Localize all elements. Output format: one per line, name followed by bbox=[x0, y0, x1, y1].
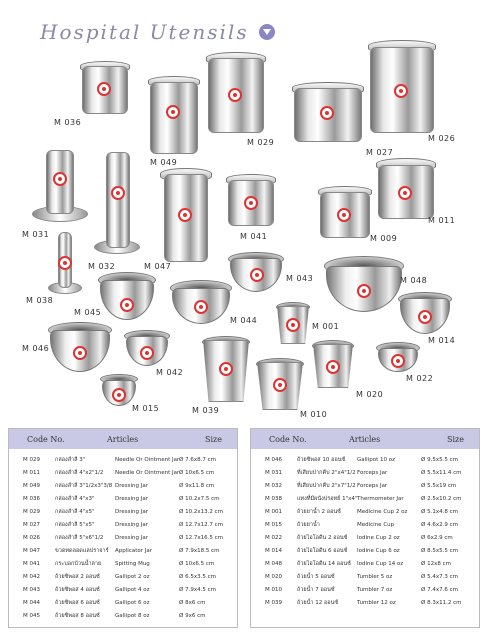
row-article: Iodine Cup 2 oz bbox=[357, 534, 400, 541]
row-thai-name: กล่องสำลี 4"x2"1/2 bbox=[55, 469, 104, 476]
row-size: Ø 5.5x19 cm bbox=[421, 482, 457, 489]
row-code: M 015 bbox=[265, 521, 282, 528]
row-thai-name: แทงที่มีผนังปรอทย์ 1"x4" bbox=[297, 495, 358, 502]
header-size: Size bbox=[447, 434, 464, 444]
row-size: Ø 8.3x11.2 cm bbox=[421, 599, 462, 606]
row-size: Ø 7.9x4.5 cm bbox=[179, 586, 216, 593]
row-thai-name: ถ้วยซิพอส 4 ออนซ์ bbox=[55, 586, 100, 593]
table-row bbox=[9, 466, 237, 479]
row-article: Gallipot 2 oz bbox=[115, 573, 150, 580]
code-m046: M 046 bbox=[22, 344, 50, 353]
row-thai-name: กล่องสำลี 5"x6"1/2 bbox=[55, 534, 104, 541]
code-m047: M 047 bbox=[144, 262, 172, 271]
row-article: Tumbler 5 oz bbox=[357, 573, 393, 580]
table-row bbox=[251, 505, 479, 518]
row-size: Ø 7.4x7.6 cm bbox=[421, 586, 458, 593]
row-code: M 026 bbox=[23, 534, 40, 541]
row-article: Iodine Cup 6 oz bbox=[357, 547, 400, 554]
row-article: Applicator Jar bbox=[115, 547, 152, 554]
row-code: M 014 bbox=[265, 547, 282, 554]
table-header bbox=[9, 429, 237, 449]
row-thai-name: ถ้วยซิพอส 8 ออนซ์ bbox=[55, 612, 100, 619]
row-size: Ø 5.1x4.8 cm bbox=[421, 508, 458, 515]
row-size: Ø 5.5x11.4 cm bbox=[421, 469, 462, 476]
row-thai-name: ถ้วยน้ำ 7 ออนซ์ bbox=[297, 586, 335, 593]
table-row bbox=[251, 479, 479, 492]
row-size: Ø 7.9x18.5 cm bbox=[179, 547, 220, 554]
row-code: M 048 bbox=[265, 560, 282, 567]
code-m009: M 009 bbox=[370, 234, 398, 243]
header-articles: Articles bbox=[107, 434, 139, 444]
row-thai-name: ขวดทดลอดแลปราจาร์ bbox=[55, 547, 109, 554]
row-article: Gallipot 10 oz bbox=[357, 456, 395, 463]
row-article: Needle Or Ointment Jar bbox=[115, 469, 180, 476]
row-code: M 045 bbox=[23, 612, 40, 619]
row-size: Ø 8x6 cm bbox=[179, 599, 206, 606]
row-thai-name: กล่องสำลี 4"x5" bbox=[55, 508, 95, 515]
table-row bbox=[251, 544, 479, 557]
table-header bbox=[251, 429, 479, 449]
table-row bbox=[9, 531, 237, 544]
table-row bbox=[9, 609, 237, 622]
row-size: Ø 6x2.9 cm bbox=[421, 534, 453, 541]
row-code: M 047 bbox=[23, 547, 40, 554]
row-code: M 020 bbox=[265, 573, 282, 580]
code-m015: M 015 bbox=[132, 404, 160, 413]
table-row bbox=[9, 557, 237, 570]
row-size: Ø 12x8 cm bbox=[421, 560, 451, 567]
row-article: Iodine Cup 14 oz bbox=[357, 560, 404, 567]
code-m029: M 029 bbox=[247, 138, 275, 147]
row-article: Spitting Mug bbox=[115, 560, 150, 567]
row-size: Ø 9x11.8 cm bbox=[179, 482, 215, 489]
row-code: M 029 bbox=[23, 508, 40, 515]
row-size: Ø 10x6.5 cm bbox=[179, 469, 215, 476]
row-article: Forceps Jar bbox=[357, 482, 388, 489]
row-article: Thermometer Jar bbox=[357, 495, 404, 502]
row-thai-name: ถ้วยยาน้ำ bbox=[297, 521, 320, 528]
row-code: M 043 bbox=[23, 586, 40, 593]
table-row bbox=[251, 466, 479, 479]
row-code: M 022 bbox=[265, 534, 282, 541]
code-m045: M 045 bbox=[74, 308, 102, 317]
row-code: M 038 bbox=[265, 495, 282, 502]
code-m010: M 010 bbox=[300, 410, 328, 419]
row-article: Medicine Cup bbox=[357, 521, 395, 528]
table-row bbox=[251, 557, 479, 570]
row-size: Ø 12.7x12.7 cm bbox=[179, 521, 223, 528]
row-code: M 041 bbox=[23, 560, 40, 567]
row-article: Forceps Jar bbox=[357, 469, 388, 476]
row-thai-name: ถ้วยไอโอดีน 6 ออนซ์ bbox=[297, 547, 348, 554]
code-m048: M 048 bbox=[400, 276, 428, 285]
row-thai-name: ถ้วยน้ำ 5 ออนซ์ bbox=[297, 573, 335, 580]
code-m026: M 026 bbox=[428, 134, 456, 143]
row-thai-name: ที่เสียบปากคีบ 2"x7"1/2 bbox=[297, 482, 356, 489]
row-thai-name: กล่องสำลี 3" bbox=[55, 456, 86, 463]
table-row bbox=[251, 531, 479, 544]
row-thai-name: ถ้วยไอโอดีน 14 ออนซ์ bbox=[297, 560, 351, 567]
code-m043: M 043 bbox=[286, 274, 314, 283]
code-m032: M 032 bbox=[88, 262, 116, 271]
table-row bbox=[9, 492, 237, 505]
code-m027: M 027 bbox=[366, 148, 394, 157]
row-code: M 027 bbox=[23, 521, 40, 528]
code-m039: M 039 bbox=[192, 406, 220, 415]
table-row bbox=[251, 518, 479, 531]
row-size: Ø 4.6x2.9 cm bbox=[421, 521, 458, 528]
row-code: M 044 bbox=[23, 599, 40, 606]
row-article: Gallipot 6 oz bbox=[115, 599, 150, 606]
row-article: Dressing Jar bbox=[115, 521, 148, 528]
row-size: Ø 9x6 cm bbox=[179, 612, 206, 619]
table-row bbox=[9, 544, 237, 557]
row-size: Ø 6.5x3.5 cm bbox=[179, 573, 216, 580]
code-m031: M 031 bbox=[22, 230, 50, 239]
table-row bbox=[9, 505, 237, 518]
row-code: M 036 bbox=[23, 495, 40, 502]
table-row bbox=[251, 570, 479, 583]
row-code: M 046 bbox=[265, 456, 282, 463]
row-thai-name: กล่องสำลี 5"x5" bbox=[55, 521, 95, 528]
row-code: M 029 bbox=[23, 456, 40, 463]
row-code: M 001 bbox=[265, 508, 282, 515]
row-article: Needle Or Ointment Jar bbox=[115, 456, 180, 463]
code-m014: M 014 bbox=[428, 336, 456, 345]
row-thai-name: ถ้วยซิพอส 2 ออนซ์ bbox=[55, 573, 100, 580]
row-thai-name: ถ้วยซิพอส 10 ออนซ์ bbox=[297, 456, 346, 463]
table-row bbox=[9, 596, 237, 609]
row-article: Gallipot 8 oz bbox=[115, 612, 150, 619]
table-row bbox=[9, 479, 237, 492]
row-code: M 010 bbox=[265, 586, 282, 593]
row-article: Dressing Jar bbox=[115, 495, 148, 502]
page-title: Hospital Utensils bbox=[40, 20, 249, 44]
row-thai-name: ถ้วยน้ำ 12 ออนซ์ bbox=[297, 599, 339, 606]
row-code: M 039 bbox=[265, 599, 282, 606]
row-thai-name: กล่องสำลี 3"1/2x3"3/8 bbox=[55, 482, 113, 489]
row-code: M 031 bbox=[265, 469, 282, 476]
table-row bbox=[251, 596, 479, 609]
row-thai-name: กระบอกบ้วนน้ำลาย bbox=[55, 560, 102, 567]
table-row bbox=[9, 583, 237, 596]
spec-table-left bbox=[8, 428, 238, 628]
table-row bbox=[251, 453, 479, 466]
spec-table-right bbox=[250, 428, 480, 628]
row-article: Dressing Jar bbox=[115, 482, 148, 489]
row-thai-name: ถ้วยยาน้ำ 2 ออนซ์ bbox=[297, 508, 341, 515]
row-size: Ø 10x6.5 cm bbox=[179, 560, 215, 567]
row-size: Ø 12.7x16.5 cm bbox=[179, 534, 223, 541]
row-size: Ø 10.2x13.2 cm bbox=[179, 508, 223, 515]
code-m001: M 001 bbox=[312, 322, 340, 331]
row-code: M 011 bbox=[23, 469, 40, 476]
row-article: Tumbler 12 oz bbox=[357, 599, 396, 606]
row-code: M 042 bbox=[23, 573, 40, 580]
header-size: Size bbox=[205, 434, 222, 444]
code-m011: M 011 bbox=[428, 216, 456, 225]
code-m020: M 020 bbox=[356, 390, 384, 399]
row-size: Ø 2.5x10.2 cm bbox=[421, 495, 462, 502]
code-m038: M 038 bbox=[26, 296, 54, 305]
table-row bbox=[9, 453, 237, 466]
table-row bbox=[9, 518, 237, 531]
row-thai-name: กล่องสำลี 4"x3" bbox=[55, 495, 95, 502]
table-body bbox=[251, 449, 479, 609]
header-code: Code No. bbox=[27, 434, 65, 444]
row-article: Tumbler 7 oz bbox=[357, 586, 393, 593]
code-m049: M 049 bbox=[150, 158, 178, 167]
row-size: Ø 7.6x8.7 cm bbox=[179, 456, 216, 463]
code-m042: M 042 bbox=[156, 368, 184, 377]
table-row bbox=[9, 570, 237, 583]
row-thai-name: ที่เสียบปากคีบ 2"x4"1/2 bbox=[297, 469, 356, 476]
row-thai-name: ถ้วยไอโอดีน 2 ออนซ์ bbox=[297, 534, 348, 541]
header-articles: Articles bbox=[349, 434, 381, 444]
row-thai-name: ถ้วยซิพอส 6 ออนซ์ bbox=[55, 599, 100, 606]
row-article: Gallipot 4 oz bbox=[115, 586, 150, 593]
row-code: M 032 bbox=[265, 482, 282, 489]
row-article: Dressing Jar bbox=[115, 534, 148, 541]
row-article: Dressing Jar bbox=[115, 508, 148, 515]
row-size: Ø 5.4x7.3 cm bbox=[421, 573, 458, 580]
row-size: Ø 9.5x5.5 cm bbox=[421, 456, 458, 463]
header-code: Code No. bbox=[269, 434, 307, 444]
table-row bbox=[251, 492, 479, 505]
row-size: Ø 10.2x7.5 cm bbox=[179, 495, 220, 502]
code-m036: M 036 bbox=[54, 118, 82, 127]
row-code: M 049 bbox=[23, 482, 40, 489]
table-row bbox=[251, 583, 479, 596]
row-article: Medicine Cup 2 oz bbox=[357, 508, 408, 515]
code-m022: M 022 bbox=[406, 374, 434, 383]
code-m041: M 041 bbox=[240, 232, 268, 241]
row-size: Ø 8.5x5.5 cm bbox=[421, 547, 458, 554]
table-body bbox=[9, 449, 237, 622]
code-m044: M 044 bbox=[230, 316, 258, 325]
